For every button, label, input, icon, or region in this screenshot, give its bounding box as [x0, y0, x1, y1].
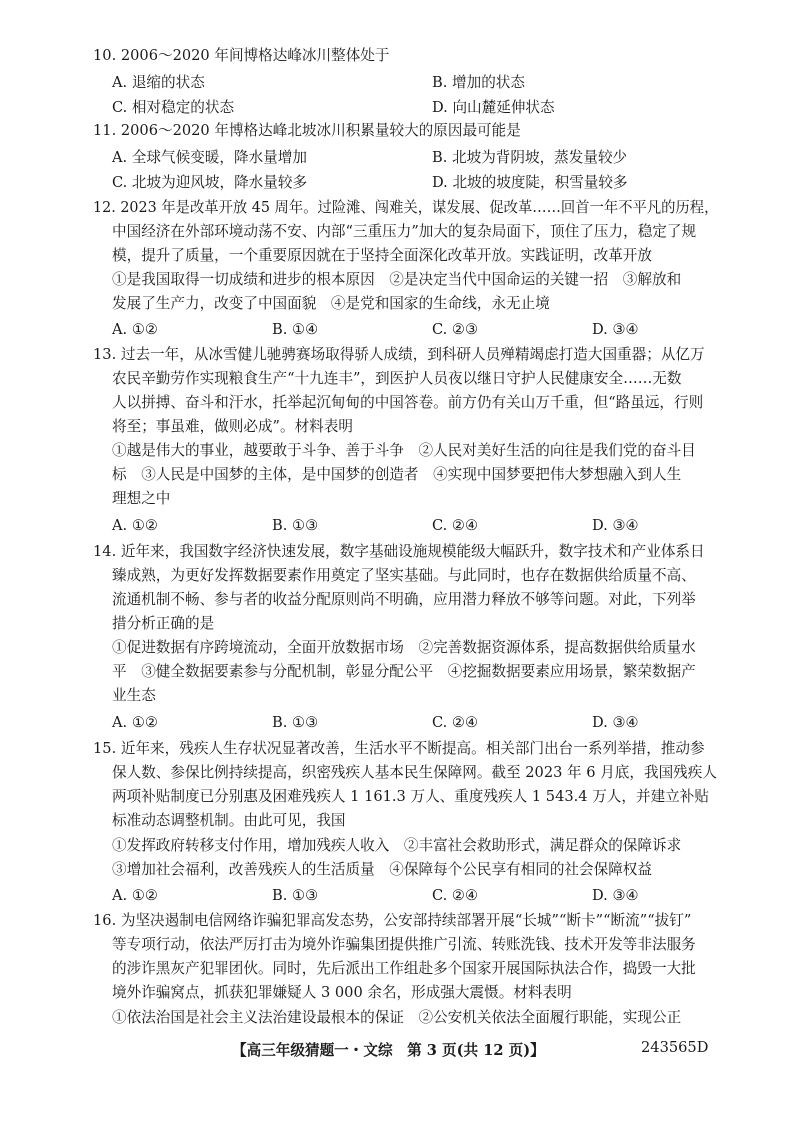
q14-option-c: C. ②④	[432, 714, 479, 731]
q11-option-a: A. 全球气候变暖，降水量增加	[112, 149, 307, 166]
footer-code: 243565D	[641, 1039, 709, 1056]
q14-line: ①促进数据有序跨境流动，全面开放数据市场 ②完善数据资源体系，提高数据供给质量水	[112, 639, 696, 656]
q14-line: 措分析正确的是	[112, 615, 215, 632]
q13-option-a: A. ①②	[112, 517, 158, 534]
q16-line: ①依法治国是社会主义法治建设最根本的保证 ②公安机关依法全面履行职能，实现公正	[112, 1009, 682, 1026]
q14-line: 业生态	[112, 687, 156, 704]
q16-line: 的涉诈黑灰产犯罪团伙。同时，先后派出工作组赴多个国家开展国际执法合作，捣毁一大批	[112, 960, 696, 977]
q15-option-d: D. ③④	[592, 887, 639, 904]
q14-line: 14. 近年来，我国数字经济快速发展，数字基础设施规模能级大幅跃升，数字技术和产业体系日	[93, 543, 705, 560]
q15-line: 15. 近年来，残疾人生存状况显著改善，生活水平不断提高。相关部门出台一系列举措，推动参	[93, 740, 705, 757]
q13-line: 标 ③人民是中国梦的主体，是中国梦的创造者 ④实现中国梦要把伟大梦想融入到人生	[112, 466, 682, 483]
q12-option-b: B. ①④	[272, 321, 319, 338]
q11-option-d: D. 北坡的坡度陡，积雪量较多	[432, 174, 628, 191]
q13-line: 理想之中	[112, 490, 171, 507]
footer-title: 【高三年级猜题一・文综 第 3 页(共 12 页)】	[232, 1042, 545, 1059]
q13-line: 农民辛勤劳作实现粮食生产“十九连丰”，到医护人员夜以继日守护人民健康安全……无数	[112, 370, 682, 387]
q10-option-b: B. 增加的状态	[432, 74, 525, 91]
q15-line: 标准动态调整机制。由此可见，我国	[112, 812, 346, 829]
q14-option-b: B. ①③	[272, 714, 319, 731]
q10-option-c: C. 相对稳定的状态	[112, 99, 235, 116]
q13-line: 将至；事虽难，做则必成”。材料表明	[112, 418, 353, 435]
q14-line: 平 ③健全数据要素参与分配机制，彰显分配公平 ④挖掘数据要素应用场景，繁荣数据产	[112, 663, 696, 680]
q13-option-b: B. ①③	[272, 517, 319, 534]
q12-line: 中国经济在外部环境动荡不安、内部“三重压力”加大的复杂局面下，顶住了压力，稳定了规	[112, 223, 697, 240]
q16-line: 境外诈骗窝点，抓获犯罪嫌疑人 3 000 余名，形成强大震慑。材料表明	[112, 984, 572, 1001]
q16-line: 16. 为坚决遏制电信网络诈骗犯罪高发态势，公安部持续部署开展“长城”“断卡”“断流”“拔钉”	[93, 912, 692, 929]
q12-line: 发展了生产力，改变了中国面貌 ④是党和国家的生命线，永无止境	[112, 295, 550, 312]
q15-line: 保人数、参保比例持续提高，织密残疾人基本民生保障网。截至 2023 年 6 月底，我国残疾人	[112, 764, 717, 781]
q16-line: 等专项行动，依法严厉打击为境外诈骗集团提供推广引流、转账洗钱、技术开发等非法服务	[112, 936, 696, 953]
q12-option-d: D. ③④	[592, 321, 639, 338]
q11-stem: 11. 2006～2020 年博格达峰北坡冰川积累量较大的原因最可能是	[93, 122, 521, 139]
q10-option-d: D. 向山麓延伸状态	[432, 99, 555, 116]
q13-line: 13. 过去一年，从冰雪健儿驰骋赛场取得骄人成绩，到科研人员殚精竭虑打造大国重器；从亿万	[93, 346, 705, 363]
q13-option-c: C. ②④	[432, 517, 479, 534]
q11-option-b: B. 北坡为背阴坡，蒸发量较少	[432, 149, 628, 166]
q10-option-a: A. 退缩的状态	[112, 74, 205, 91]
q12-option-a: A. ①②	[112, 321, 158, 338]
q14-line: 流通机制不畅、参与者的收益分配原则尚不明确，应用潜力释放不够等问题。对此，下列举	[112, 591, 696, 608]
q15-option-b: B. ①③	[272, 887, 319, 904]
q13-line: ①越是伟大的事业，越要敢于斗争、善于斗争 ②人民对美好生活的向往是我们党的奋斗目	[112, 442, 696, 459]
q12-line: 模，提升了质量，一个重要原因就在于坚持全面深化改革开放。实践证明，改革开放	[112, 247, 652, 264]
q14-option-a: A. ①②	[112, 714, 158, 731]
q12-option-c: C. ②③	[432, 321, 479, 338]
q14-line: 臻成熟，为更好发挥数据要素作用奠定了坚实基础。与此同时，也存在数据供给质量不高、	[112, 567, 696, 584]
q10-stem: 10. 2006～2020 年间博格达峰冰川整体处于	[93, 47, 390, 64]
q12-line: 12. 2023 年是改革开放 45 周年。过险滩、闯难关，谋发展、促改革……回首一年不平凡的历程，	[93, 199, 719, 216]
q13-option-d: D. ③④	[592, 517, 639, 534]
q15-line: ①发挥政府转移支付作用，增加残疾人收入 ②丰富社会救助形式，满足群众的保障诉求	[112, 837, 682, 854]
q13-line: 人以拼搏、奋斗和汗水，托举起沉甸甸的中国答卷。前方仍有关山万千重，但“路虽远，行则	[112, 394, 704, 411]
q11-option-c: C. 北坡为迎风坡，降水量较多	[112, 174, 308, 191]
q12-line: ①是我国取得一切成绩和进步的根本原因 ②是决定当代中国命运的关键一招 ③解放和	[112, 271, 682, 288]
q14-option-d: D. ③④	[592, 714, 639, 731]
q15-line: ③增加社会福利，改善残疾人的生活质量 ④保障每个公民享有相同的社会保障权益	[112, 861, 652, 878]
q15-option-a: A. ①②	[112, 887, 158, 904]
q15-line: 两项补贴制度已分别惠及困难残疾人 1 161.3 万人、重度残疾人 1 543.4 万人，并建立补贴	[112, 788, 709, 805]
q15-option-c: C. ②④	[432, 887, 479, 904]
